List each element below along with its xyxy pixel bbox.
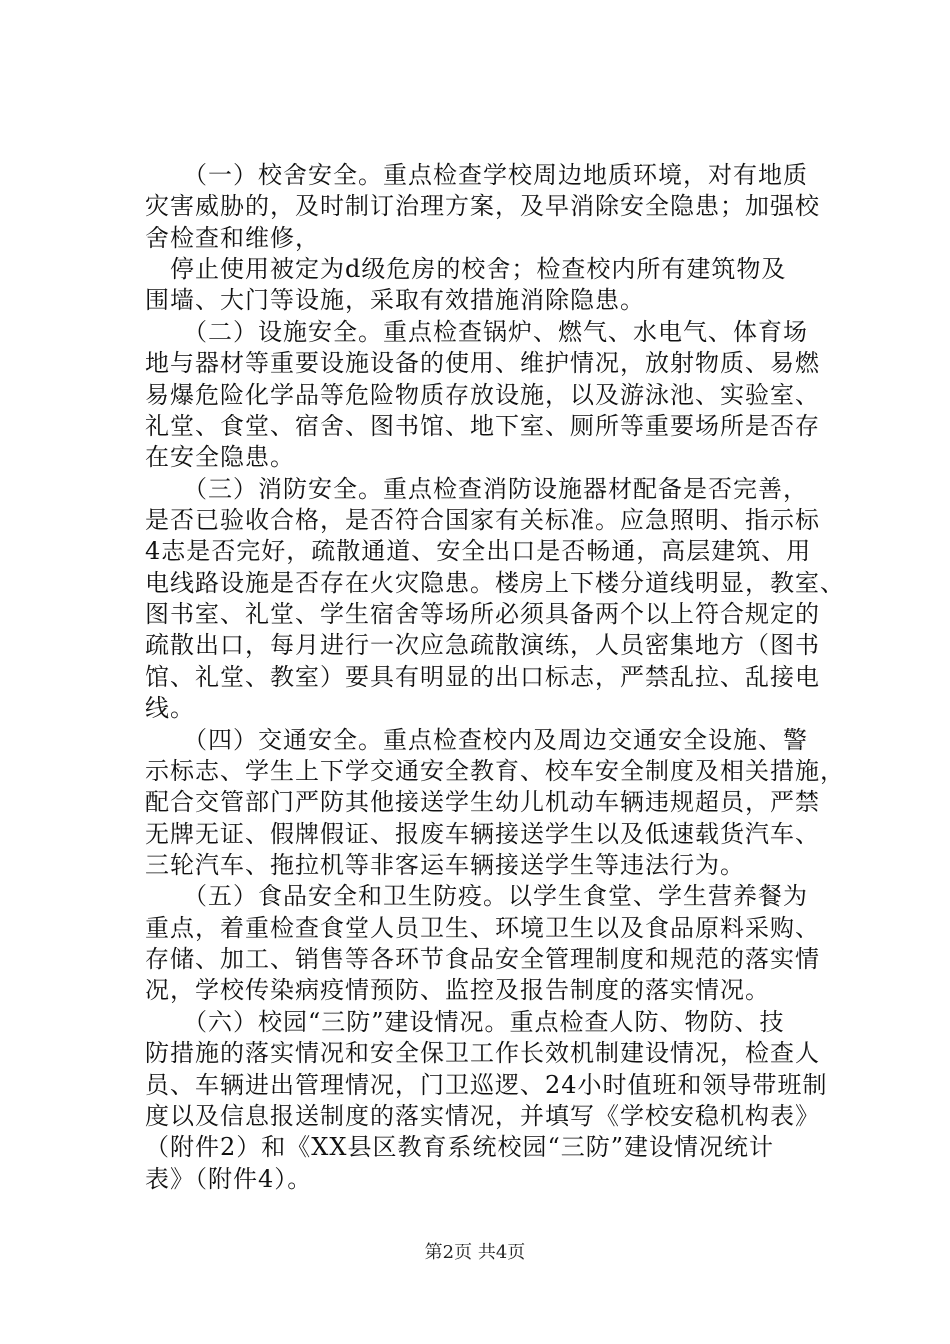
text-line: 围墙、大门等设施，采取有效措施消除隐患。: [145, 286, 645, 314]
text-line: 况，学校传染病疫情预防、监控及报告制度的落实情况。: [145, 976, 770, 1004]
text-line: 4志是否完好，疏散通道、安全出口是否畅通，高层建筑、用: [145, 537, 812, 565]
text-line: 无牌无证、假牌假证、报废车辆接送学生以及低速载货汽车、: [145, 820, 820, 848]
text-line: 存储、加工、销售等各环节食品安全管理制度和规范的落实情: [145, 945, 820, 973]
text-line: （六）校园“三防”建设情况。重点检查人防、物防、技: [145, 1008, 785, 1036]
text-line: 三轮汽车、拖拉机等非客运车辆接送学生等违法行为。: [145, 851, 745, 879]
text-line: 重点，着重检查食堂人员卫生、环境卫生以及食品原料采购、: [145, 914, 820, 942]
text-line: （五）食品安全和卫生防疫。以学生食堂、学生营养餐为: [145, 882, 808, 910]
text-line: 灾害威胁的，及时制订治理方案，及早消除安全隐患；加强校: [145, 192, 820, 220]
text-line: 员、车辆进出管理情况，门卫巡逻、24小时值班和领导带班制: [145, 1071, 828, 1099]
text-line: 疏散出口，每月进行一次应急疏散演练，人员密集地方（图书: [145, 631, 820, 659]
text-line: 舍检查和维修，: [145, 224, 320, 252]
text-line: 示标志、学生上下学交通安全教育、校车安全制度及相关措施，: [145, 757, 845, 785]
text-line: 易爆危险化学品等危险物质存放设施，以及游泳池、实验室、: [145, 381, 820, 409]
text-line: 停止使用被定为d级危房的校舍；检查校内所有建筑物及: [145, 255, 787, 283]
text-line: 度以及信息报送制度的落实情况，并填写《学校安稳机构表》: [145, 1102, 820, 1130]
text-line: 在安全隐患。: [145, 443, 295, 471]
text-line: 馆、礼堂、教室）要具有明显的出口标志，严禁乱拉、乱接电: [145, 663, 820, 691]
text-line: （二）设施安全。重点检查锅炉、燃气、水电气、体育场: [145, 318, 808, 346]
text-line: 配合交管部门严防其他接送学生幼儿机动车辆违规超员，严禁: [145, 788, 820, 816]
text-line: 表》（附件4）。: [145, 1165, 313, 1193]
text-line: 地与器材等重要设施设备的使用、维护情况，放射物质、易燃: [145, 349, 820, 377]
text-line: （附件2）和《XX县区教育系统校园“三防”建设情况统计: [145, 1133, 774, 1161]
text-line: 礼堂、食堂、宿舍、图书馆、地下室、厕所等重要场所是否存: [145, 412, 820, 440]
page-number-footer: 第2页 共4页: [424, 1242, 526, 1263]
text-line: 是否已验收合格，是否符合国家有关标准。应急照明、指示标: [145, 506, 820, 534]
text-line: （一）校舍安全。重点检查学校周边地质环境，对有地质: [145, 161, 808, 189]
text-line: 电线路设施是否存在火灾隐患。楼房上下楼分道线明显，教室、: [145, 569, 845, 597]
text-line: 防措施的落实情况和安全保卫工作长效机制建设情况，检查人: [145, 1039, 820, 1067]
text-line: （四）交通安全。重点检查校内及周边交通安全设施、警: [145, 726, 808, 754]
text-line: 线。: [145, 694, 195, 722]
text-line: （三）消防安全。重点检查消防设施器材配备是否完善，: [145, 475, 808, 503]
text-line: 图书室、礼堂、学生宿舍等场所必须具备两个以上符合规定的: [145, 600, 820, 628]
